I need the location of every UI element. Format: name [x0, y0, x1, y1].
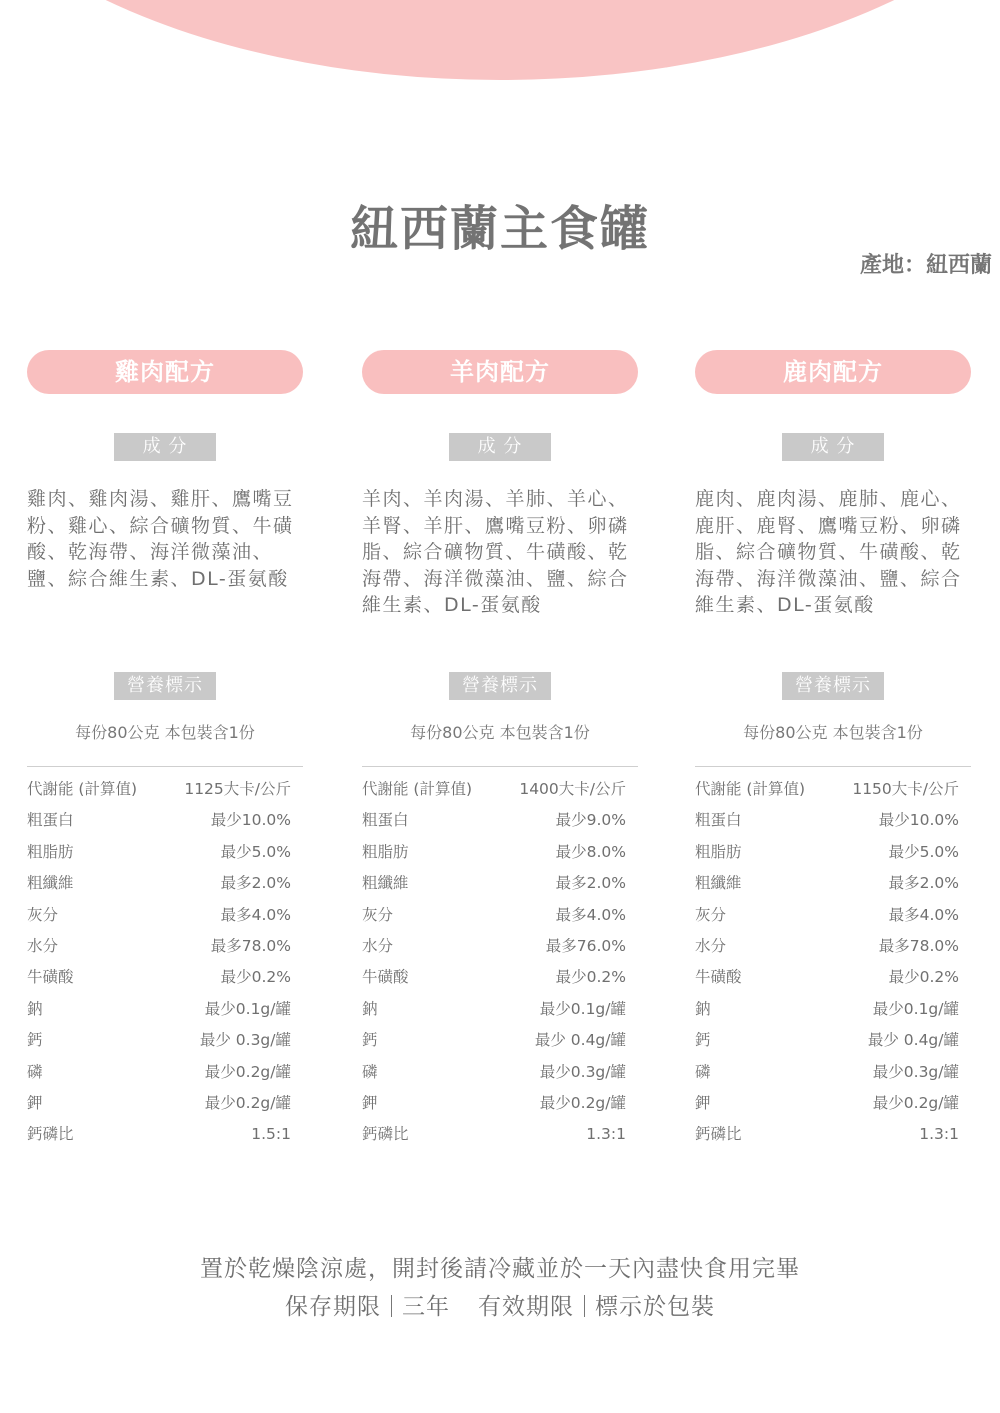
- nutrient-value: 最少 0.4g/罐: [867, 1031, 959, 1050]
- nutrient-value: 最少0.2g/罐: [204, 1062, 291, 1081]
- nutrition-row: [695, 778, 971, 809]
- product-name-pill: 雞肉配方: [27, 350, 303, 394]
- nutrient-name: 鈣磷比: [362, 1125, 409, 1144]
- nutrition-row: [362, 904, 638, 935]
- nutrition-row: [362, 841, 638, 872]
- nutrient-value: 最少0.2%: [220, 968, 291, 987]
- nutrient-value: 最多4.0%: [555, 905, 626, 924]
- ingredients-text: 雞肉、雞肉湯、雞肝、鷹嘴豆粉、雞心、綜合礦物質、牛磺酸、乾海帶、海洋微藻油、鹽、綜合維生素、DL-蛋氨酸: [27, 488, 294, 590]
- nutrient-value: 最少0.2%: [888, 968, 959, 987]
- nutrient-value: 最少0.1g/罐: [539, 999, 626, 1018]
- nutrient-value: 最少 0.4g/罐: [534, 1031, 626, 1050]
- nutrition-row: [27, 872, 303, 903]
- nutrition-table: [362, 778, 638, 1155]
- nutrition-row: [362, 872, 638, 903]
- separator: [584, 1295, 585, 1317]
- nutrient-name: 磷: [362, 1062, 378, 1081]
- serving-info: 每份80公克 本包裝含1份: [410, 723, 590, 742]
- nutrition-row: [695, 935, 971, 966]
- nutrition-row: [27, 998, 303, 1029]
- nutrient-value: 1.5:1: [251, 1125, 291, 1144]
- nutrient-value: 最多4.0%: [888, 905, 959, 924]
- nutrient-name: 鈉: [695, 999, 711, 1018]
- nutrient-value: 最少0.3g/罐: [872, 1062, 959, 1081]
- nutrient-value: 最多2.0%: [220, 874, 291, 893]
- nutrient-value: 最多78.0%: [878, 936, 959, 955]
- nutrient-value: 最少0.1g/罐: [204, 999, 291, 1018]
- nutrient-value: 最少 0.3g/罐: [199, 1031, 291, 1050]
- nutrient-value: 1400大卡/公斤: [519, 780, 626, 798]
- nutrient-name: 灰分: [695, 905, 727, 924]
- nutrient-value: 最少8.0%: [555, 842, 626, 861]
- nutrient-name: 牛磺酸: [695, 968, 742, 987]
- nutrition-row: [695, 1123, 971, 1154]
- nutrition-row: [362, 809, 638, 840]
- divider: [27, 766, 303, 767]
- nutrition-row: [695, 1092, 971, 1123]
- nutrient-name: 鈉: [362, 999, 378, 1018]
- nutrient-name: 鉀: [27, 1093, 43, 1112]
- nutrient-value: 最少5.0%: [220, 842, 291, 861]
- nutrient-value: 最多4.0%: [220, 905, 291, 924]
- product-column-lamb: [362, 350, 638, 1144]
- nutrition-table: [695, 778, 971, 1155]
- nutrition-table: [27, 778, 303, 1155]
- nutrient-name: 水分: [695, 936, 727, 955]
- nutrient-name: 灰分: [362, 905, 394, 924]
- nutrient-name: 磷: [695, 1062, 711, 1081]
- expiry-value: 標示於包裝: [595, 1294, 715, 1320]
- nutrition-row: [362, 1123, 638, 1154]
- ingredients-tag: 成 分: [114, 433, 216, 461]
- nutrient-value: 1.3:1: [586, 1125, 626, 1144]
- nutrient-name: 鈉: [27, 999, 43, 1018]
- nutrient-name: 鈣磷比: [27, 1125, 74, 1144]
- nutrient-value: 最多78.0%: [210, 936, 291, 955]
- storage-note: 置於乾燥陰涼處，開封後請冷藏並於一天內盡快食用完畢: [200, 1256, 800, 1282]
- nutrient-name: 代謝能 (計算值): [27, 780, 138, 798]
- nutrient-name: 粗脂肪: [362, 842, 409, 861]
- nutrient-name: 粗蛋白: [362, 811, 409, 830]
- nutrient-value: 最少0.3g/罐: [539, 1062, 626, 1081]
- nutrition-section: [27, 672, 303, 1155]
- nutrient-name: 鈣: [362, 1031, 378, 1050]
- nutrition-row: [695, 904, 971, 935]
- ingredients-text: 鹿肉、鹿肉湯、鹿肺、鹿心、鹿肝、鹿腎、鷹嘴豆粉、卵磷脂、綜合礦物質、牛磺酸、乾海帶、海洋微藻油、鹽、綜合維生素、DL-蛋氨酸: [695, 488, 962, 616]
- nutrient-name: 灰分: [27, 905, 59, 924]
- nutrition-row: [27, 1123, 303, 1154]
- nutrition-row: [27, 809, 303, 840]
- nutrition-tag: 營養標示: [782, 672, 884, 700]
- nutrient-value: 最少0.2%: [555, 968, 626, 987]
- nutrition-row: [27, 904, 303, 935]
- nutrient-name: 粗蛋白: [695, 811, 742, 830]
- nutrient-value: 1150大卡/公斤: [852, 780, 959, 798]
- nutrition-section: [695, 672, 971, 1155]
- divider: [362, 766, 638, 767]
- serving-info: 每份80公克 本包裝含1份: [743, 723, 923, 742]
- nutrient-name: 水分: [362, 936, 394, 955]
- nutrition-row: [695, 809, 971, 840]
- nutrition-row: [695, 1061, 971, 1092]
- nutrient-value: 1125大卡/公斤: [184, 780, 291, 798]
- nutrient-name: 代謝能 (計算值): [695, 780, 806, 798]
- nutrient-name: 粗脂肪: [695, 842, 742, 861]
- nutrient-name: 鈣: [695, 1031, 711, 1050]
- ingredients-tag: 成 分: [782, 433, 884, 461]
- nutrient-value: 最少0.1g/罐: [872, 999, 959, 1018]
- nutrient-value: 最少10.0%: [878, 811, 959, 830]
- nutrition-row: [695, 841, 971, 872]
- nutrition-row: [27, 935, 303, 966]
- nutrition-row: [695, 966, 971, 997]
- nutrient-name: 代謝能 (計算值): [362, 780, 473, 798]
- page-title: 紐西蘭主食罐: [349, 201, 650, 257]
- nutrition-row: [362, 935, 638, 966]
- shelf-life-value: 三年: [402, 1294, 450, 1320]
- nutrition-row: [695, 1029, 971, 1060]
- nutrient-name: 鉀: [362, 1093, 378, 1112]
- nutrient-value: 最少10.0%: [210, 811, 291, 830]
- nutrition-row: [27, 1029, 303, 1060]
- ingredients-text: 羊肉、羊肉湯、羊肺、羊心、羊腎、羊肝、鷹嘴豆粉、卵磷脂、綜合礦物質、牛磺酸、乾海帶、海洋微藻油、鹽、綜合維生素、DL-蛋氨酸: [362, 488, 629, 616]
- nutrition-row: [362, 1092, 638, 1123]
- nutrient-name: 水分: [27, 936, 59, 955]
- nutrient-name: 粗脂肪: [27, 842, 74, 861]
- nutrient-value: 最多2.0%: [888, 874, 959, 893]
- nutrition-row: [362, 1061, 638, 1092]
- nutrient-value: 最少5.0%: [888, 842, 959, 861]
- product-column-chicken: [27, 350, 303, 1144]
- product-name-pill: 羊肉配方: [362, 350, 638, 394]
- nutrient-value: 最多76.0%: [545, 936, 626, 955]
- nutrient-name: 磷: [27, 1062, 43, 1081]
- nutrient-name: 粗蛋白: [27, 811, 74, 830]
- shelf-life-line: [0, 1288, 1000, 1321]
- nutrient-value: 最少9.0%: [555, 811, 626, 830]
- nutrition-row: [27, 966, 303, 997]
- nutrient-name: 鈣磷比: [695, 1125, 742, 1144]
- nutrition-row: [362, 778, 638, 809]
- nutrient-name: 鈣: [27, 1031, 43, 1050]
- nutrient-name: 粗纖維: [27, 874, 74, 893]
- nutrient-name: 粗纖維: [695, 874, 742, 893]
- nutrient-value: 最少0.2g/罐: [539, 1093, 626, 1112]
- ingredients-tag: 成 分: [449, 433, 551, 461]
- origin-label: 產地：紐西蘭: [859, 253, 992, 278]
- nutrient-name: 牛磺酸: [362, 968, 409, 987]
- nutrition-row: [27, 778, 303, 809]
- nutrient-name: 鉀: [695, 1093, 711, 1112]
- nutrition-row: [27, 1061, 303, 1092]
- expiry-label: 有效期限: [478, 1294, 574, 1320]
- nutrient-name: 牛磺酸: [27, 968, 74, 987]
- nutrition-section: [362, 672, 638, 1155]
- nutrition-row: [695, 998, 971, 1029]
- nutrient-name: 粗纖維: [362, 874, 409, 893]
- top-decorative-arc: [0, 0, 1000, 80]
- product-name-pill: 鹿肉配方: [695, 350, 971, 394]
- nutrition-row: [695, 872, 971, 903]
- nutrition-row: [362, 966, 638, 997]
- nutrient-value: 最少0.2g/罐: [204, 1093, 291, 1112]
- nutrient-value: 最多2.0%: [555, 874, 626, 893]
- product-column-venison: [695, 350, 971, 1144]
- separator: [391, 1295, 392, 1317]
- nutrient-value: 1.3:1: [919, 1125, 959, 1144]
- nutrient-value: 最少0.2g/罐: [872, 1093, 959, 1112]
- nutrition-row: [27, 841, 303, 872]
- divider: [695, 766, 971, 767]
- nutrition-row: [362, 998, 638, 1029]
- serving-info: 每份80公克 本包裝含1份: [75, 723, 255, 742]
- nutrition-row: [362, 1029, 638, 1060]
- nutrition-row: [27, 1092, 303, 1123]
- nutrition-tag: 營養標示: [114, 672, 216, 700]
- nutrition-tag: 營養標示: [449, 672, 551, 700]
- shelf-life-label: 保存期限: [285, 1294, 381, 1320]
